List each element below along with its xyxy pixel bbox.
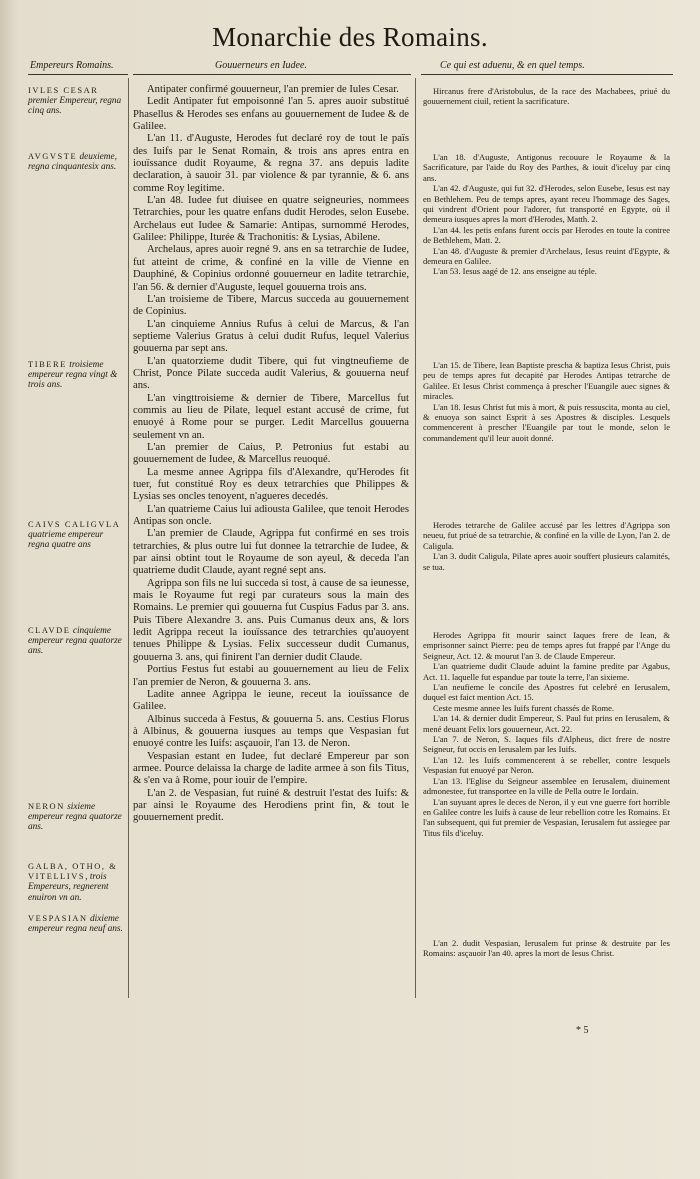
emperor-entry [28,862,126,903]
event-paragraph: L'an suyuant apres le deces de Neron, il y eut vne guerre fort horrible en Galilee contre les Iuifs à cause de leur rebellion cotre les Romains. Et l'an subsequent, qui fut premier de Vespasian, Ierusalem fut assiegee par Titus fils d'iceluy. [423,796,670,838]
emperor-name: AVGVSTE [28,152,78,161]
emperor-name: TIBERE [28,360,67,369]
governor-paragraph: L'an 11. d'Auguste, Herodes fut declaré roy de tout le païs des Iuifs par le Senat Romain, & trois ans apres entra en iouïssance dudit Royaume, & regna 37. ans depuis ladite declaration, à sauoir 31. par violence & par tyrannie, & 6. ans comme Roy legitime. [133,133,409,194]
event-block [423,938,670,959]
governor-paragraph: Agrippa son fils ne lui succeda si tost, à cause de sa ieunesse, mais le Royaume fut regi par curateurs sous la main des Romains. Le premier qui gouuerna fut Cuspius Fadus par 3. ans. Puis Tibere Alexandre 3. ans. Puis Cumanus deux ans, & lors ledit Agrippa receut la iouïssance des tetrarchies qu'auoyent tenues Philippe & Lysias. Felix successeur dudit Cumanus, gouuerna 3. ans, qui finirent l'an dernier dudit Claude. [133,577,409,663]
governor-paragraph: Albinus succeda à Festus, & gouuerna 5. ans. Cestius Florus à Albinus, & gouuerna iusques au temps que Vespasian fut enuoyé contre les Iuifs: asçauoir, l'an 13. de Neron. [133,713,409,750]
emperor-reign: premier Empereur, regna cinq ans. [28,96,122,117]
governors-column [133,84,409,825]
governor-paragraph: L'an quatrieme Caius lui adiousta Galilee, que tenoit Herodes Antipas son oncle. [133,503,409,528]
emperor-entry [28,914,126,934]
governor-paragraph: L'an troisieme de Tibere, Marcus succeda au gouuernement de Copinius. [133,293,409,318]
governor-paragraph: Portius Festus fut estabi au gouuernement au lieu de Felix l'an premier de Neron, & gouuerna 3. ans. [133,664,409,688]
emperor-entry [28,802,126,833]
governor-paragraph: Ledit Antipater fut empoisonné l'an 5. apres auoir substitué Phasellus & Herodes ses enfans au gouuernement de Iudee & de Galilee. [133,96,409,133]
header-rule-right [421,74,673,75]
emperor-name: VESPASIAN [28,914,88,923]
event-paragraph: L'an 53. Iesus aagé de 12. ans enseigne au téple. [433,266,597,277]
emperor-entry [28,86,126,117]
governor-paragraph: La mesme annee Agrippa fils d'Alexandre, qu'Herodes fit tuer, fut constitué Roy es deux tetrarchies que Philippes & Lysias ses oncles tenoyent, n'agueres decedés. [133,466,409,503]
emperor-entry [28,152,126,172]
event-paragraph: L'an 2. dudit Vespasian, Ierusalem fut prinse & destruite par les Romains: asçauoir l'an 40. apres la mort de Iesus Christ. [423,938,670,959]
emperor-name: CAIVS CALIGVLA [28,520,121,529]
emperor-name: CLAVDE [28,626,71,635]
emperor-name: NERON [28,802,65,811]
event-block [423,86,670,107]
emperor-entry [28,626,126,657]
emperor-reign: dixieme empereur regna neuf ans. [28,914,123,935]
event-paragraph: L'an 12. les Iuifs commencerent à se rebeller, contre lesquels Vespasian fut enuoyé par Neron. [423,754,670,776]
event-paragraph: L'an neufieme le concile des Apostres fut celebré en Ierusalem, duquel est faict mention Act. 15. [423,682,670,703]
event-paragraph: L'an 18. Iesus Christ fut mis à mort, & puis ressuscita, monta au ciel, & enuoya son sainct Esprit à ses Apostres & disciples. Lesquels commencerent à prescher l'Euangile par tout le monde, selon le commandement qu'il leur auoit donné. [423,401,670,443]
event-paragraph: L'an 7. de Neron, S. Iaques fils d'Alpheus, dict frere de nostre Seigneur, fut occis en Ierusalem par les Iuifs. [423,734,670,755]
emperor-reign: , trois Empereurs, regnerent enuiron vn an. [28,872,109,903]
event-paragraph: L'an 15. de Tibere, Iean Baptiste prescha & baptiza Iesus Christ, puis peu de temps apres fut decapité par Herodes Antipas tetrarche de Galilee. Et Iesus Christ commença à prescher l'Euangile auec signes & miracles. [423,360,670,402]
event-paragraph: L'an 3. dudit Caligula, Pilate apres auoir souffert plusieurs calamités, se tua. [423,551,670,572]
event-paragraph: L'an 14. & dernier dudit Empereur, S. Paul fut prins en Ierusalem, & mené deuant Felix lors gouuerneur, Act. 22. [423,713,670,734]
event-paragraph: L'an 13. l'Eglise du Seigneur assemblee en Ierusalem, diuinement admonestee, fut transportee en la ville de Pella outre le Iordain. [423,775,670,797]
event-paragraph: Herodes Agrippa fit mourir sainct Iaques frere de Iean, & emprisonner sainct Pierre: peu de temps apres fut frappé par l'Ange du Seigneur, Act. 12. & mourut l'an 3. de Claude Empereur. [423,630,670,661]
event-paragraph: L'an quatrieme dudit Claude aduint la famine predite par Agabus, Act. 11. laquelle fut espandue par toute la terre, l'an sixieme. [423,661,670,682]
emperor-reign: deuxieme, regna cinquantesix ans. [28,152,117,173]
event-paragraph: L'an 18. d'Auguste, Antigonus recouure le Royaume & la Sacrificature, par l'aide du Roy des Parthes, & iouit d'iceluy par cinq ans. [423,152,670,183]
emperor-reign: quatrieme empereur regna quatre ans [28,530,104,551]
governor-paragraph: L'an premier de Caius, P. Petronius fut estabi au gouuernement de Iudee, & Marcellus reuoqué. [133,441,409,466]
event-paragraph: Hircanus frere d'Aristobulus, de la race des Machabees, priué du gouuernement ciuil, retient la sacrificature. [423,86,670,107]
event-block [423,360,670,443]
governor-paragraph: L'an 2. de Vespasian, fut ruiné & destruit l'estat des Iuifs: & par ainsi le Royaume des Herodiens print fin, & tout le gouuernement predit. [133,787,409,824]
governor-paragraph: Vespasian estant en Iudee, fut declaré Empereur par son armee. Pource delaissa la charge de ladite armee à son fils Titus, & s'en va à Rome, pour iouir de l'empire. [133,750,409,787]
header-rule-left [28,74,128,75]
emperor-reign: sixieme empereur regna quatorze ans. [28,802,122,833]
event-block [423,630,670,838]
governor-paragraph: Ladite annee Agrippa le ieune, receut la iouïssance de Galilee. [133,688,409,713]
governor-paragraph: L'an premier de Claude, Agrippa fut confirmé en ses trois tetrarchies, & plus outre lui fut donnee la tetrarchie de Iudee, & par ainsi obtint tout le Royaume de son ayeul, & deceda l'an quatrieme dudit Claude, ayant regné sept ans. [133,528,409,577]
event-paragraph: Ceste mesme annee les Iuifs furent chassés de Rome. [433,702,615,713]
emperor-entry [28,520,126,551]
emperor-name: IVLES CESAR [28,86,99,95]
header-events: Ce qui est aduenu, & en quel temps. [440,60,585,71]
event-paragraph: L'an 42. d'Auguste, qui fut 32. d'Herodes, selon Eusebe, Iesus est nay en Bethlehem. Peu de temps apres, ayant receu l'hommage des Sages, qui vindrent d'Orient pour l'adorer, fut transporté en Egypte, où il demeura iusques apres la mort d'Herodes, Matth. 2. [423,183,670,225]
column-divider-right [415,78,416,998]
governor-paragraph: L'an 48. Iudee fut diuisee en quatre seigneuries, nommees Tetrarchies, pour les quatre enfans dudit Herodes, selon Eusebe. Archelaus eut Iudee & Samarie: Antipas, surnommé Herodes, Galilee: Philippe, Iturée & Trachonitis: & Lysias, Abilene. [133,195,409,244]
event-paragraph: L'an 44. les petis enfans furent occis par Herodes en toute la contree de Bethlehem, Matt. 2. [423,224,670,246]
header-rule-middle [133,74,411,75]
header-governors: Gouuerneurs en Iudee. [215,60,307,71]
event-paragraph: Herodes tetrarche de Galilee accusé par les lettres d'Agrippa son neueu, fut priué de sa tetrarchie, & confiné en la ville de Lyon, l'an 2. de Caligula. [423,520,670,551]
signature-mark: * 5 [576,1025,589,1036]
page-title: Monarchie des Romains. [212,22,488,52]
governor-paragraph: L'an quatorzieme dudit Tibere, qui fut vingtneufieme de Christ, Ponce Pilate succeda audit Valerius, & gouuerna neuf ans. [133,355,409,392]
governor-paragraph: Antipater confirmé gouuerneur, l'an premier de Iules Cesar. [147,84,399,95]
emperor-reign: troisieme empereur regna vingt & trois ans. [28,360,118,391]
event-block [423,520,670,572]
event-paragraph: L'an 48. d'Auguste & premier d'Archelaus, Iesus reuint d'Egypte, & demeura en Galilee. [423,245,670,267]
header-emperors: Empereurs Romains. [30,60,114,71]
emperor-reign: cinquieme empereur regna quatorze ans. [28,626,122,657]
emperor-entry [28,360,126,391]
column-divider-left [128,78,129,998]
emperor-name: GALBA, OTHO, & VITELLIVS [28,862,118,882]
event-block [423,152,670,277]
governor-paragraph: L'an vingttroisieme & dernier de Tibere, Marcellus fut commis au lieu de Pilate, lequel estant accusé de crime, fut enuoyé à Rome pour se purger. Ledit Marcellus gouuerna seulement vn an. [133,392,409,441]
governor-paragraph: L'an cinquieme Annius Rufus à celui de Marcus, & l'an septieme Valerius Gratus à celui dudit Rufus, lequel Valerius gouuerna par sept ans. [133,318,409,355]
governor-paragraph: Archelaus, apres auoir regné 9. ans en sa tetrarchie de Iudee, fut atteint de crime, & confiné en la ville de Vienne en Dauphiné, & Copinius ordonné gouuerneur en ladite tetrarchie, l'an 56. & dernier d'Auguste, lequel gouuerna trois ans. [133,244,409,293]
